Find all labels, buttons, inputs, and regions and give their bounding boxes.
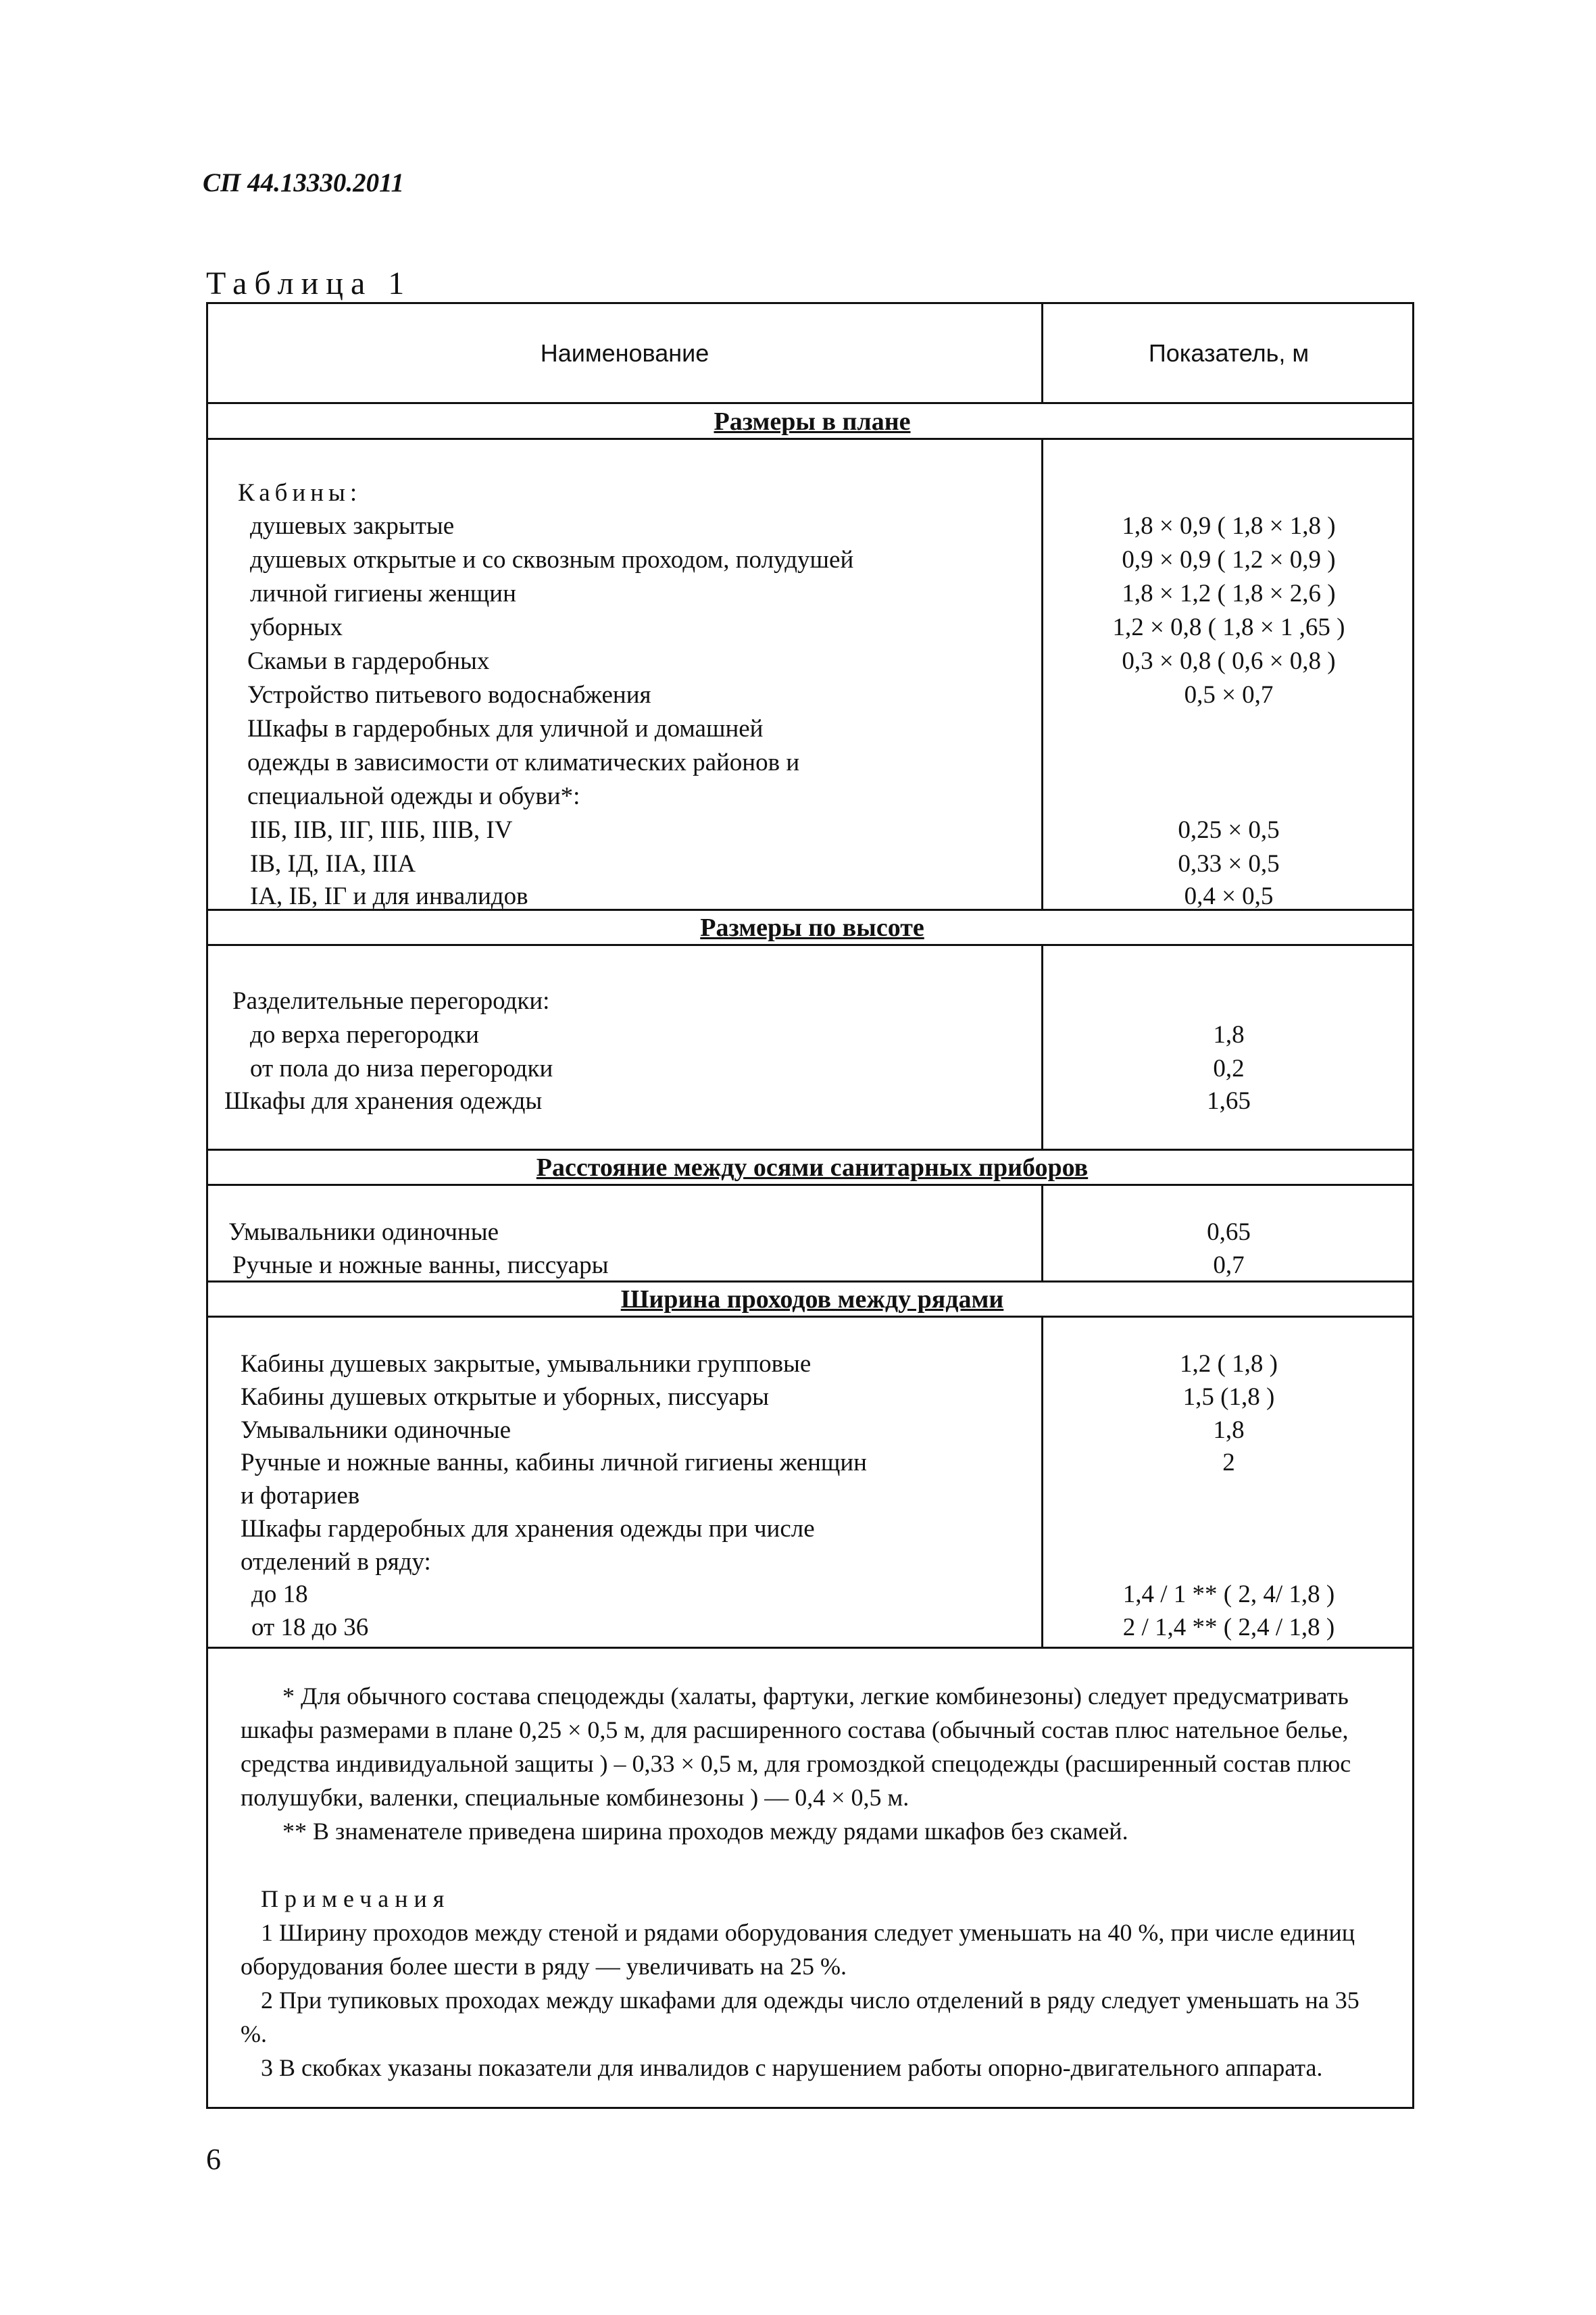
row-value: 0,7 (1213, 1251, 1245, 1279)
footnotes (241, 1679, 1389, 1848)
row-name: Скамьи в гардеробных (247, 647, 490, 675)
rule (208, 438, 1412, 440)
row-name: Кабины: (238, 479, 362, 507)
row-name: до 18 (251, 1580, 308, 1608)
rule (208, 1149, 1412, 1151)
row-value: 0,2 (1213, 1055, 1245, 1082)
row-name: Шкафы для хранения одежды (224, 1087, 543, 1115)
row-name: уборных (250, 614, 343, 641)
row-name: отделений в ряду: (241, 1548, 431, 1576)
note-item: 1 Ширину проходов между стеной и рядами оборудования следует уменьшать на 40 %, при числе единиц оборудования более шести в ряду — увеличивать на 25 %. (241, 1919, 1355, 1980)
row-name: Кабины душевых закрытые, умывальники групповые (241, 1350, 812, 1378)
rule (208, 1647, 1412, 1649)
row-name: IА, IБ, IГ и для инвалидов (250, 882, 528, 910)
document-code: СП 44.13330.2011 (203, 168, 404, 197)
row-name: Разделительные перегородки: (232, 987, 550, 1015)
row-value: 0,3 × 0,8 ( 0,6 × 0,8 ) (1122, 647, 1336, 675)
section-title: Размеры в плане (714, 407, 911, 436)
row-value: 1,8 (1213, 1416, 1245, 1444)
row-name: от 18 до 36 (251, 1614, 369, 1641)
header-value: Показатель, м (1148, 339, 1310, 367)
row-name: IIБ, IIВ, IIГ, IIIБ, IIIВ, IV (250, 816, 513, 844)
row-value: 1,2 × 0,8 ( 1,8 × 1 ,65 ) (1112, 614, 1345, 641)
row-value: 2 / 1,4 ** ( 2,4 / 1,8 ) (1122, 1614, 1335, 1641)
row-name: личной гигиены женщин (250, 580, 516, 607)
row-value: 1,8 × 1,2 ( 1,8 × 2,6 ) (1122, 580, 1336, 607)
section-title: Размеры по высоте (700, 914, 924, 942)
row-name: Шкафы в гардеробных для уличной и домашней (247, 715, 764, 743)
row-value: 1,8 (1213, 1021, 1245, 1049)
note-item: 2 При тупиковых проходах между шкафами для одежды число отделений в ряду следует уменьшать на 35 %. (241, 1987, 1360, 2047)
footnote: ** В знаменателе приведена ширина проходов между рядами шкафов без скамей. (282, 1818, 1128, 1845)
row-value: 0,65 (1207, 1218, 1251, 1246)
table-frame (206, 302, 1414, 2109)
row-name: Кабины душевых открытые и уборных, писсуары (241, 1383, 769, 1411)
page-number: 6 (206, 2143, 221, 2176)
row-value: 0,4 × 0,5 (1184, 882, 1274, 910)
row-name: Ручные и ножные ванны, кабины личной гигиены женщин (241, 1449, 867, 1476)
row-name: Устройство питьевого водоснабжения (247, 681, 651, 709)
row-name: Умывальники одиночные (228, 1218, 499, 1246)
row-value: 1,65 (1207, 1087, 1251, 1115)
rule (208, 944, 1412, 946)
row-name: Умывальники одиночные (241, 1416, 512, 1444)
rule (208, 1184, 1412, 1186)
footnote: * Для обычного состава спецодежды (халаты, фартуки, легкие комбинезоны) следует предусматривать шкафы размерами в плане 0,25 × 0,5 м, для расширенного состава (обычный состав плюс нательное белье, средства индивидуальной защиты ) – 0,33 × 0,5 м, для громоздкой спецодежды (расширенный состав плюс полушубки, валенки, специальные комбинезоны ) — 0,4 × 0,5 м. (241, 1683, 1351, 1811)
row-value: 1,8 × 0,9 ( 1,8 × 1,8 ) (1122, 512, 1336, 540)
row-value: 0,25 × 0,5 (1178, 816, 1280, 844)
row-name: Шкафы гардеробных для хранения одежды при числе (241, 1515, 815, 1543)
row-value: 1,4 / 1 ** ( 2, 4/ 1,8 ) (1122, 1580, 1335, 1608)
row-name: специальной одежды и обуви*: (247, 782, 580, 810)
row-name: душевых закрытые (250, 512, 455, 540)
rule (208, 1280, 1412, 1283)
row-value: 1,2 ( 1,8 ) (1180, 1350, 1278, 1378)
notes (241, 1882, 1389, 2085)
row-name: от пола до низа перегородки (250, 1055, 553, 1082)
rule (208, 1316, 1412, 1318)
section-title: Расстояние между осями санитарных приборов (536, 1153, 1089, 1182)
row-value: 0,5 × 0,7 (1184, 681, 1274, 709)
row-value: 0,33 × 0,5 (1178, 850, 1280, 878)
row-name: Ручные и ножные ванны, писсуары (232, 1251, 609, 1279)
table-caption: Таблица 1 (206, 266, 412, 301)
section-title: Ширина проходов между рядами (620, 1285, 1004, 1314)
row-value: 1,5 (1,8 ) (1182, 1383, 1275, 1411)
row-name: IВ, IД, IIА, IIIА (250, 850, 416, 878)
notes-heading: Примечания (261, 1885, 451, 1912)
row-value: 2 (1222, 1449, 1235, 1476)
row-name: и фотариев (241, 1482, 360, 1510)
row-name: душевых открытые и со сквозным проходом, полудушей (250, 546, 854, 574)
note-item: 3 В скобках указаны показатели для инвалидов с нарушением работы опорно-двигательного аппарата. (261, 2054, 1323, 2081)
row-name: одежды в зависимости от климатических районов и (247, 749, 800, 776)
row-name: до верха перегородки (250, 1021, 479, 1049)
rule (208, 402, 1412, 404)
header-name: Наименование (540, 339, 709, 367)
row-value: 0,9 × 0,9 ( 1,2 × 0,9 ) (1122, 546, 1336, 574)
